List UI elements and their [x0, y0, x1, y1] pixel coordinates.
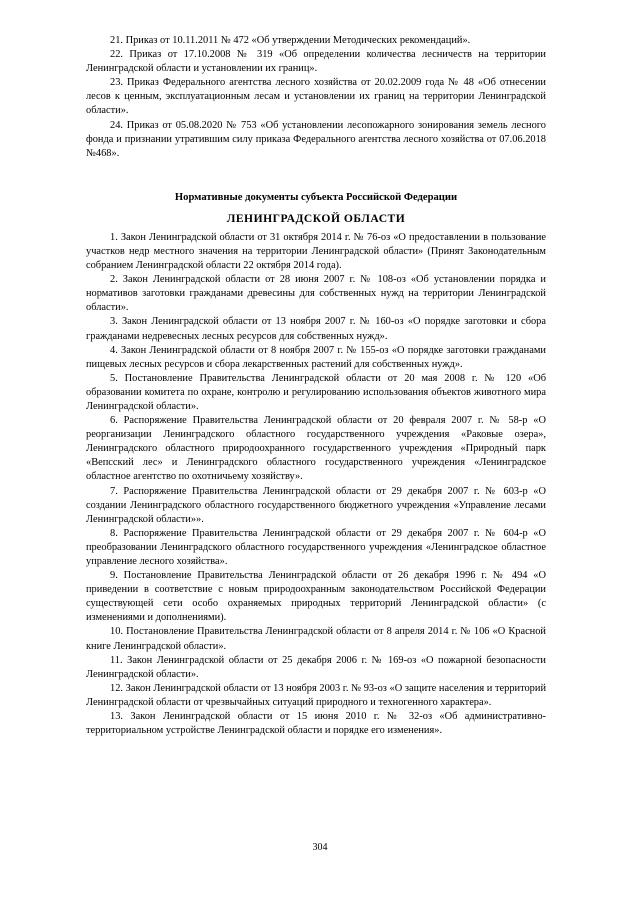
list-item: 3. Закон Ленинградской области от 13 ноября 2007 г. № 160-оз «О порядке заготовки и сбора гражданами недревесных лесных ресурсов для собственных нужд». [86, 316, 546, 342]
list-item: 24. Приказ от 05.08.2020 № 753 «Об установлении лесопожарного зонирования земель лесного фонда и признании утратившим силу приказа Федерального агентства лесного хозяйства от 07.06.2018 №468». [86, 119, 546, 159]
list-item: 4. Закон Ленинградской области от 8 ноября 2007 г. № 155-оз «О порядке заготовки гражданами пищевых лесных ресурсов и сбора лекарственных растений для собственных нужд». [86, 344, 546, 370]
list-item: 21. Приказ от 10.11.2011 № 472 «Об утверждении Методических рекомендаций». [110, 35, 471, 46]
list-item: 12. Закон Ленинградской области от 13 ноября 2003 г. № 93-оз «О защите населения и территорий Ленинградской области от чрезвычайных ситуаций природного и техногенного характера». [86, 682, 546, 708]
list-item: 2. Закон Ленинградской области от 28 июня 2007 г. № 108-оз «Об установлении порядка и нормативов заготовки гражданами древесины для собственных нужд на территории Ленинградской области». [86, 274, 546, 314]
region-title: ЛЕНИНГРАДСКОЙ ОБЛАСТИ [226, 211, 406, 225]
page-number: 304 [312, 842, 328, 853]
list-item: 13. Закон Ленинградской области от 15 июня 2010 г. № 32-оз «Об административно-территориальном устройстве Ленинградской области и порядке его изменения». [86, 711, 546, 737]
list-item: 8. Распоряжение Правительства Ленинградской области от 29 декабря 2007 г. № 604-р «О преобразовании Ленинградского областного государственного учреждения «Ленинградское областное управление лесного хозяйства». [86, 527, 546, 567]
list-item: 6. Распоряжение Правительства Ленинградской области от 20 февраля 2007 г. № 58-р «О реорганизации Ленинградского областного государственного учреждения «Раковые озера», Ленинградского областного природоохранного государственного учреждения «Природный парк «Вепсский лес» и Ленинградского областного государственного учреждения «Ленинградское областное агентство по охотничьему хозяйству». [86, 415, 546, 483]
list-item: 10. Постановление Правительства Ленинградской области от 8 апреля 2014 г. № 106 «О Красной книге Ленинградской области». [86, 626, 546, 652]
list-item: 23. Приказ Федерального агентства лесного хозяйства от 20.02.2009 года № 48 «Об отнесении лесов к ценным, эксплуатационным лесам и установлении их границ на территории Ленинградской области». [86, 77, 546, 117]
list-item: 7. Распоряжение Правительства Ленинградской области от 29 декабря 2007 г. № 603-р «О создании Ленинградского областного государственного бюджетного учреждения «Управление лесами Ленинградской области»». [86, 485, 546, 525]
list-item: 1. Закон Ленинградской области от 31 октября 2014 г. № 76-оз «О предоставлении в пользование участков недр местного значения на территории Ленинградской области» (Принят Законодательным собранием Ленинградской области 22 октября 2014 года). [86, 231, 546, 272]
document-page [86, 34, 546, 738]
list-item: 5. Постановление Правительства Ленинградской области от 20 мая 2008 г. № 120 «Об образовании комитета по охране, контролю и регулированию использования объектов животного мира Ленинградской области». [86, 372, 546, 412]
list-item: 22. Приказ от 17.10.2008 № 319 «Об определении количества лесничеств на территории Ленинградской области и установлении их границ». [86, 49, 546, 75]
list-item: 9. Постановление Правительства Ленинградской области от 26 декабря 1996 г. № 494 «О приведении в соответствие с новым природоохранным законодательством Российской Федерации существующей сети особо охраняемых природных территорий Ленинградской области» (с изменениями и дополнениями). [86, 570, 546, 624]
list-item: 11. Закон Ленинградской области от 25 декабря 2006 г. № 169-оз «О пожарной безопасности Ленинградской области». [86, 654, 546, 680]
section-title: Нормативные документы субъекта Российской Федерации [174, 191, 458, 203]
